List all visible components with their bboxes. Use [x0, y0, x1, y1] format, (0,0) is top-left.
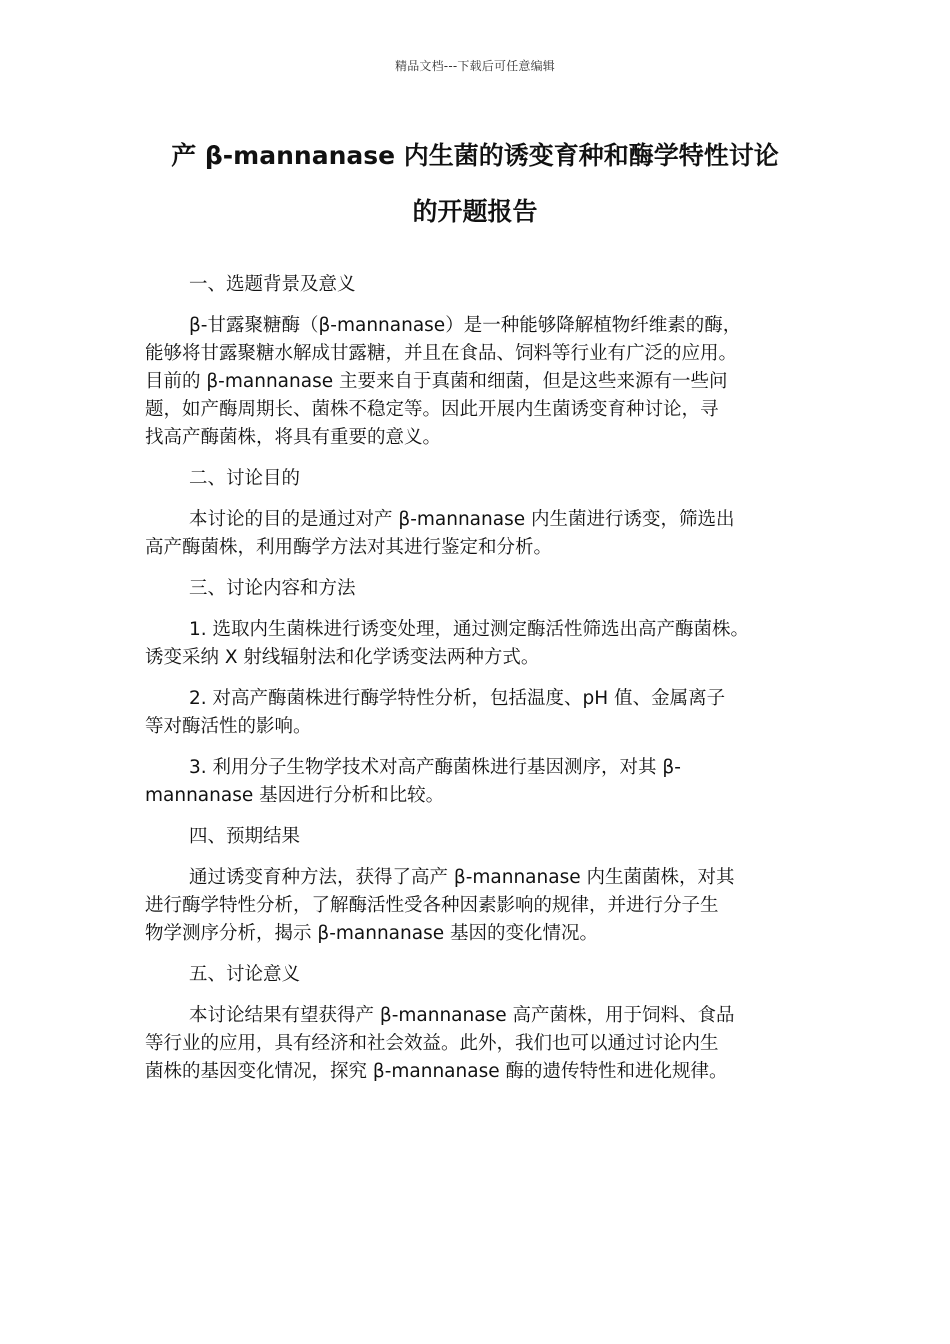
- section-heading: 五、讨论意义: [189, 964, 301, 985]
- paragraph-line: 2. 对高产酶菌株进行酶学特性分析，包括温度、pH 值、金属离子: [189, 688, 726, 709]
- paragraph-line: 等行业的应用，具有经济和社会效益。此外，我们也可以通过讨论内生: [145, 1033, 719, 1054]
- paragraph-line: 通过诱变育种方法，获得了高产 β-mannanase 内生菌菌株，对其: [189, 867, 735, 888]
- paragraph-line: 菌株的基因变化情况，探究 β-mannanase 酶的遗传特性和进化规律。: [145, 1061, 728, 1082]
- paragraph-line: 物学测序分析，揭示 β-mannanase 基因的变化情况。: [145, 923, 598, 944]
- section-heading: 一、选题背景及意义: [189, 274, 356, 295]
- section-paragraph: [145, 506, 813, 562]
- document-title: [120, 128, 830, 240]
- paragraph-line: 诱变采纳 X 射线辐射法和化学诱变法两种方式。: [145, 647, 540, 668]
- section-paragraph: [145, 616, 813, 672]
- section-paragraph: [145, 864, 813, 948]
- section-heading: 二、讨论目的: [189, 468, 301, 489]
- paragraph-line: β-甘露聚糖酶（β-mannanase）是一种能够降解植物纤维素的酶，: [189, 315, 742, 336]
- section-paragraph: [145, 754, 813, 810]
- paragraph-line: 进行酶学特性分析，了解酶活性受各种因素影响的规律，并进行分子生: [145, 895, 719, 916]
- paragraph-line: 本讨论的目的是通过对产 β-mannanase 内生菌进行诱变，筛选出: [189, 509, 735, 530]
- paragraph-line: mannanase 基因进行分析和比较。: [145, 785, 445, 806]
- section-heading: 四、预期结果: [189, 826, 301, 847]
- section-paragraph: [145, 685, 813, 741]
- paragraph-line: 题，如产酶周期长、菌株不稳定等。因此开展内生菌诱变育种讨论，寻: [145, 399, 719, 420]
- paragraph-line: 高产酶菌株，利用酶学方法对其进行鉴定和分析。: [145, 537, 553, 558]
- section-heading: 三、讨论内容和方法: [189, 578, 356, 599]
- paragraph-line: 能够将甘露聚糖水解成甘露糖，并且在食品、饲料等行业有广泛的应用。: [145, 343, 738, 364]
- paragraph-line: 找高产酶菌株，将具有重要的意义。: [145, 427, 442, 448]
- paragraph-line: 本讨论结果有望获得产 β-mannanase 高产菌株，用于饲料、食品: [189, 1005, 735, 1026]
- title-line-2: 的开题报告: [412, 197, 538, 226]
- page-header-note: 精品文档---下载后可任意编辑: [395, 59, 555, 73]
- section-paragraph: [145, 312, 813, 452]
- title-line-1: 产 β-mannanase 内生菌的诱变育种和酶学特性讨论: [171, 141, 779, 170]
- paragraph-line: 3. 利用分子生物学技术对高产酶菌株进行基因测序，对其 β-: [189, 757, 681, 778]
- section-paragraph: [145, 1002, 813, 1086]
- document-body: [145, 271, 813, 1099]
- paragraph-line: 目前的 β-mannanase 主要来自于真菌和细菌，但是这些来源有一些问: [145, 371, 728, 392]
- paragraph-line: 等对酶活性的影响。: [145, 716, 312, 737]
- paragraph-line: 1. 选取内生菌株进行诱变处理，通过测定酶活性筛选出高产酶菌株。: [189, 619, 750, 640]
